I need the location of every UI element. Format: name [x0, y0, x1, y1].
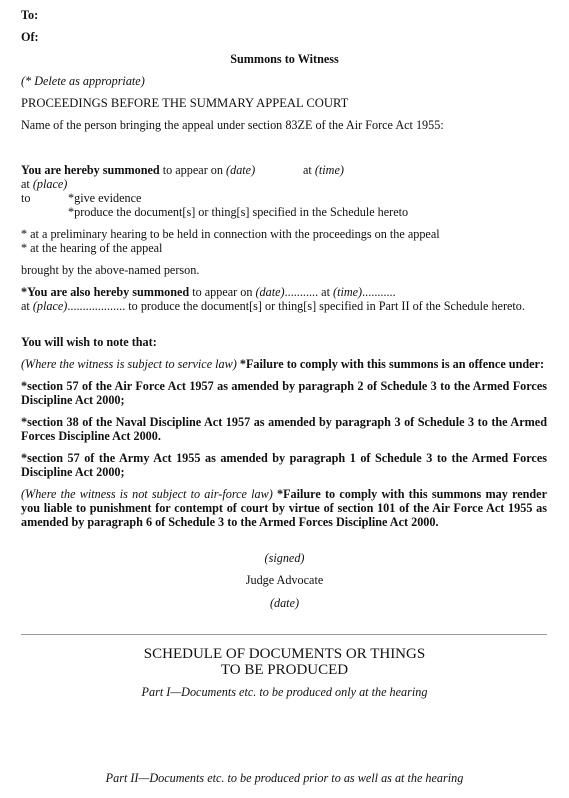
schedule-part-one: Part I—Documents etc. to be produced only at the hearing [141, 685, 428, 699]
place-at: at [21, 177, 30, 191]
also-date-field: (date) [255, 285, 285, 299]
also-summoned-bold: *You are also hereby summoned [21, 285, 190, 299]
also-produce-rest: to produce the document[s] or thing[s] specified in Part II of the Schedule hereto. [128, 299, 525, 313]
signature-date: (date) [269, 596, 300, 610]
summoned-bold: You are hereby summoned [21, 163, 160, 177]
summoned-time [303, 163, 344, 177]
section-divider [21, 634, 547, 635]
place-field: (place) [32, 177, 68, 191]
hearing-preliminary: * at a preliminary hearing to be held in connection with the proceedings on the appeal [21, 227, 440, 241]
also-summoned-line [21, 285, 396, 299]
section-army: *section 57 of the Army Act 1955 as amended by paragraph 1 of Schedule 3 to the Armed Forces Discipline Act 2000; [21, 451, 547, 479]
also-place-line [21, 299, 525, 313]
signed-label: (signed) [264, 551, 305, 565]
brought-by: brought by the above-named person. [21, 263, 200, 277]
signature-role: Judge Advocate [245, 573, 324, 587]
section-air-force: *section 57 of the Air Force Act 1957 as amended by paragraph 2 of Schedule 3 to the Armed Forces Discipline Act 2000; [21, 379, 547, 407]
option-produce-documents: *produce the document[s] or thing[s] specified in the Schedule hereto [68, 205, 409, 219]
to-purpose-label: to [21, 191, 31, 205]
also-time-field: (time) [333, 285, 363, 299]
service-law-qualifier: (Where the witness is subject to service law) [21, 357, 237, 371]
summoned-line [21, 163, 255, 177]
note-heading: You will wish to note that: [21, 335, 157, 349]
delete-note: (* Delete as appropriate) [21, 74, 145, 88]
also-place-field: (place) [32, 299, 68, 313]
also-at-label: at [321, 285, 330, 299]
schedule-title-line2: TO BE PRODUCED [220, 662, 349, 678]
not-service-law-qualifier: (Where the witness is not subject to air-force law) [21, 487, 273, 501]
hearing-appeal: * at the hearing of the appeal [21, 241, 163, 255]
section-naval: *section 38 of the Naval Discipline Act 1957 as amended by paragraph 3 of Schedule 3 to the Armed Forces Discipline Act 2000. [21, 415, 547, 443]
place-line [21, 177, 67, 191]
summoned-rest: to appear on [162, 163, 223, 177]
also-place-at: at [21, 299, 30, 313]
document-title: Summons to Witness [230, 52, 339, 66]
to-label: To: [21, 8, 39, 22]
at-label: at [303, 163, 312, 177]
of-label: Of: [21, 30, 39, 44]
service-law-statement: *Failure to comply with this summons is an offence under: [239, 357, 545, 371]
not-service-law-paragraph [21, 487, 547, 529]
appellant-line: Name of the person bringing the appeal under section 83ZE of the Air Force Act 1955: [21, 118, 444, 132]
also-time-dots: ........... [362, 285, 396, 299]
not-service-law-statement: *Failure to comply with this summons may render you liable to punishment for contempt of court by virtue of section 101 of the Air Force Act 1955 as amended by paragraph 6 of Schedule 3 to the Armed Forces Discipline Act 2000. [21, 487, 547, 529]
also-date-dots: ........... [284, 285, 319, 299]
proceedings-heading: PROCEEDINGS BEFORE THE SUMMARY APPEAL COURT [21, 96, 349, 110]
date-field: (date) [226, 163, 256, 177]
time-field: (time) [314, 163, 344, 177]
schedule-part-two: Part II—Documents etc. to be produced prior to as well as at the hearing [105, 771, 464, 785]
also-place-dots: ................... [67, 299, 126, 313]
schedule-title-line1: SCHEDULE OF DOCUMENTS OR THINGS [143, 646, 426, 662]
service-law-line [21, 357, 544, 371]
also-summoned-rest: to appear on [192, 285, 253, 299]
option-give-evidence: *give evidence [68, 191, 142, 205]
